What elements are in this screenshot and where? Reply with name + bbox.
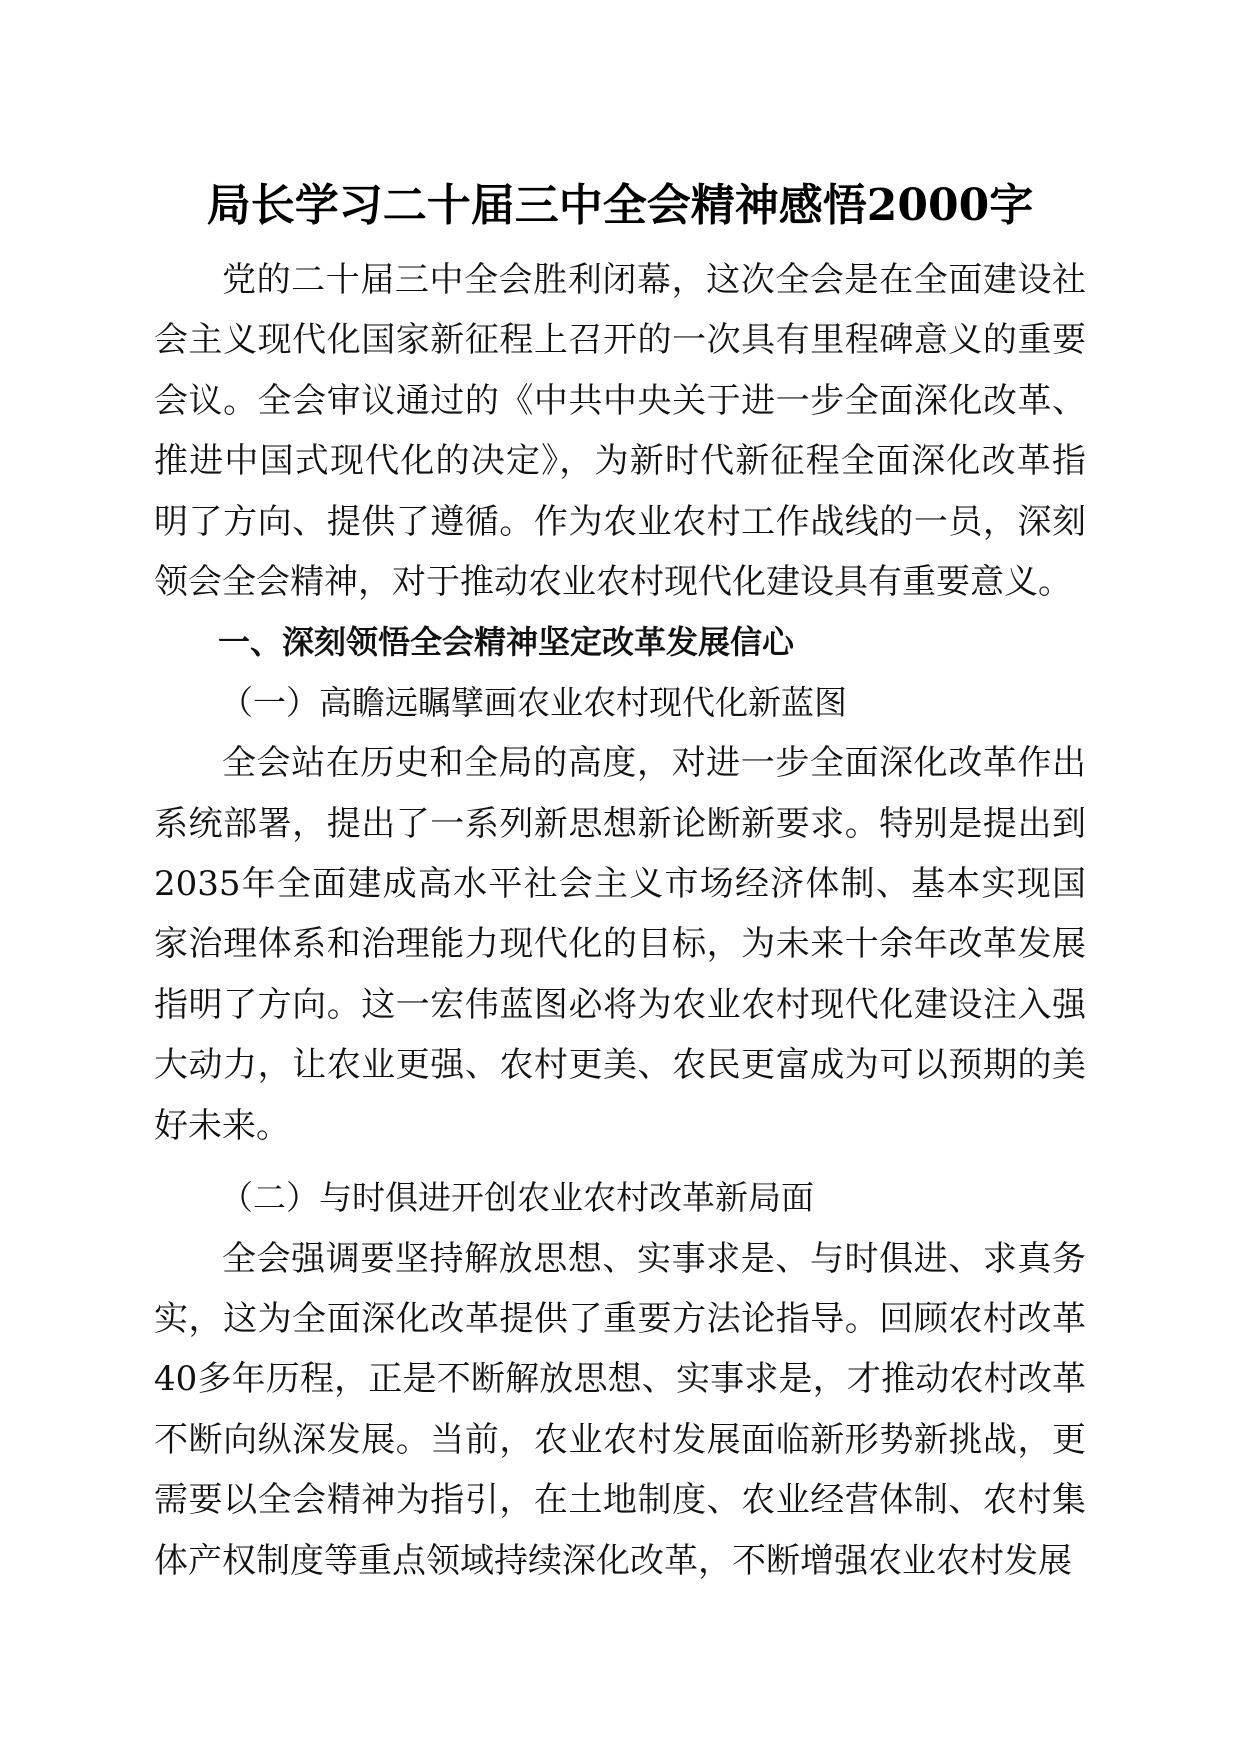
document-body [154, 250, 1086, 1591]
subsection-1-paragraph: 全会站在历史和全局的高度，对进一步全面深化改革作出系统部署，提出了一系列新思想新论断新要求。特别是提出到2035年全面建成高水平社会主义市场经济体制、基本实现国家治理体系和治理能力现代化的目标，为未来十余年改革发展指明了方向。这一宏伟蓝图必将为农业农村现代化建设注入强大动力，让农业更强、农村更美、农民更富成为可以预期的美好未来。 [154, 743, 1086, 1146]
subsection-heading-1: （一）高瞻远瞩擘画农业农村现代化新蓝图 [220, 682, 847, 722]
subsection-2-paragraph: 全会强调要坚持解放思想、实事求是、与时俱进、求真务实，这为全面深化改革提供了重要方法论指导。回顾农村改革40多年历程，正是不断解放思想、实事求是，才推动农村改革不断向纵深发展。当前，农业农村发展面临新形势新挑战，更需要以全会精神为指引，在土地制度、农业经营体制、农村集体产权制度等重点领域持续深化改革，不断增强农业农村发展 [154, 1238, 1086, 1581]
subsection-heading-2: （二）与时俱进开创农业农村改革新局面 [220, 1178, 814, 1218]
intro-paragraph: 党的二十届三中全会胜利闭幕，这次全会是在全面建设社会主义现代化国家新征程上召开的一次具有里程碑意义的重要会议。全会审议通过的《中共中央关于进一步全面深化改革、推进中国式现代化的决定》，为新时代新征程全面深化改革指明了方向、提供了遵循。作为农业农村工作战线的一员，深刻领会全会精神，对于推动农业农村现代化建设具有重要意义。 [154, 260, 1086, 603]
section-heading-1: 一、深刻领悟全会精神坚定改革发展信心 [218, 623, 795, 662]
document-title: 局长学习二十届三中全会精神感悟2000字 [206, 180, 1034, 231]
